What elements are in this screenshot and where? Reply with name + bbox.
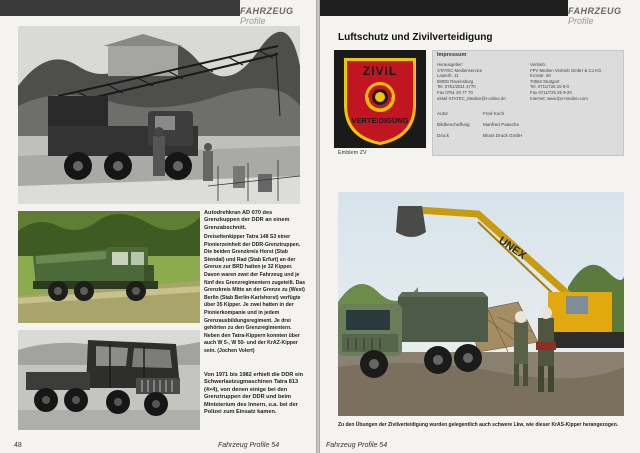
tatra-148-caption: Dreiseitenkipper Tatra 148 S3 einer Pionierzeinheit der DDR-Grenztruppen. Die beiden Grenzkreis Horst (Stab Stendal) und Rad (Stab Erfurt) an der Grenze zur BRD hatten je 32 Kipper. Davon waren zwei der Fahrzeug und je fünf des Grenzregimentern zugeteilt. Das Grenzkreis Mitte an der Grenze zu (West) Berlin (Stab Berlin-Karlshorst) verfügte über 35 Kipper. Je zwei hatten in der Pionierkompanie und in jedem Grenzausbildungsregiment. Je drei gehörten zu den Grenzregimentern. Neben den Tatra-Kippern konnten über auch W 5-, W 50- und der KrAZ-Kipper sein. (Jochen Volert) [204,234,306,354]
left-header [240,6,316,26]
header-suffix: Profile [568,16,594,26]
imprint-line: FPV Medien Vertrieb GmbH & Co KG [530,67,602,73]
imprint-line: STATEC Medienservice [437,67,483,73]
imprint-line: 88000 Ravensburg [437,78,474,84]
imprint-row-label: Autor [437,111,448,116]
imprint-row-value: Manfred Paasche [483,122,520,127]
tatra-148-graphic [18,211,200,323]
imprint-row-label: Druck [437,133,449,138]
imprint-publisher [437,62,527,101]
imprint-line: eMail STATEC_Medien@t-online.de [437,95,506,101]
imprint-line: Tel. 0751/2011 4770 [437,84,476,90]
header-suffix: Profile [240,16,266,26]
page-title: Luftschutz und Zivilverteidigung [338,32,493,43]
imprint-row-value: Bloos Druck GmbH [483,133,523,138]
emblem-top-text: ZIVIL [362,64,398,78]
imprint-line: Fax 0711/725 25 9-20 [530,89,572,95]
imprint-sales [530,62,620,101]
imprint-line: Fax 0751 20 77 70 [437,89,473,95]
left-footer: Fahrzeug Profile 54 [218,442,280,449]
tatra-813-photo [18,330,200,430]
kraz-excavator-photo [338,192,624,416]
imprint-credits [437,108,617,141]
header-brand: FAHRZEUG [568,6,622,16]
crane-caption: Autodrehkran AD 070 des Grenzkuppen der DDR an einem Grenzabschnitt. [204,210,290,231]
left-page [0,0,316,453]
emblem-bottom-text: VERTEIDIGUNG [351,116,409,125]
imprint-line: Internet: www.fpv-medien.com [530,95,588,101]
tatra-813-graphic [18,330,200,430]
tatra-813-caption: Von 1971 bis 1982 erhielt die DDR ein Schwerlastzugmaschinen Tatra 813 (4×4), von denen einige bei den Grenztruppen der DDR und beim Ministerium des Innern, u.a. bei der Polizei zum Einsatz kamen. [204,372,304,416]
right-header [568,6,640,26]
imprint-row-value: Fred Koch [483,111,505,116]
imprint-line: 70563 Stuttgart [530,78,560,84]
imprint-line: Kronstr. 50 [530,73,551,79]
zivilverteidigung-emblem [334,50,426,148]
imprint-line: Lauterb. 11 [437,73,459,79]
unex-crane-text: UNEX [496,234,529,262]
emblem-caption: Emblem ZV [338,150,367,156]
imprint-line: Tel. 0711/725 25 9-0 [530,84,569,90]
imprint-title: Impressum [437,52,467,58]
header-bar [0,0,240,16]
imprint-row [437,119,617,130]
imprint-row [437,108,617,119]
imprint-line: Herausgeber: [437,62,464,67]
left-page-number: 48 [14,442,22,449]
tatra-148-photo [18,211,200,323]
imprint-row [437,130,617,141]
right-footer: Fahrzeug Profile 54 [326,442,388,449]
imprint-row-label: Bildbeschaffung [437,122,470,127]
crane-photo [18,26,300,204]
imprint-line: Vertrieb: [530,62,547,67]
kraz-excavator-graphic [338,192,624,416]
kraz-photo-caption: Zu den Übungen der Zivilverteidigung wurden gelegentlich auch schwere Lkw, wie dieser KrAS-Kipper herangezogen. [338,422,619,428]
header-brand: FAHRZEUG [240,6,294,16]
crane-photo-graphic [18,26,300,204]
header-bar [320,0,568,16]
